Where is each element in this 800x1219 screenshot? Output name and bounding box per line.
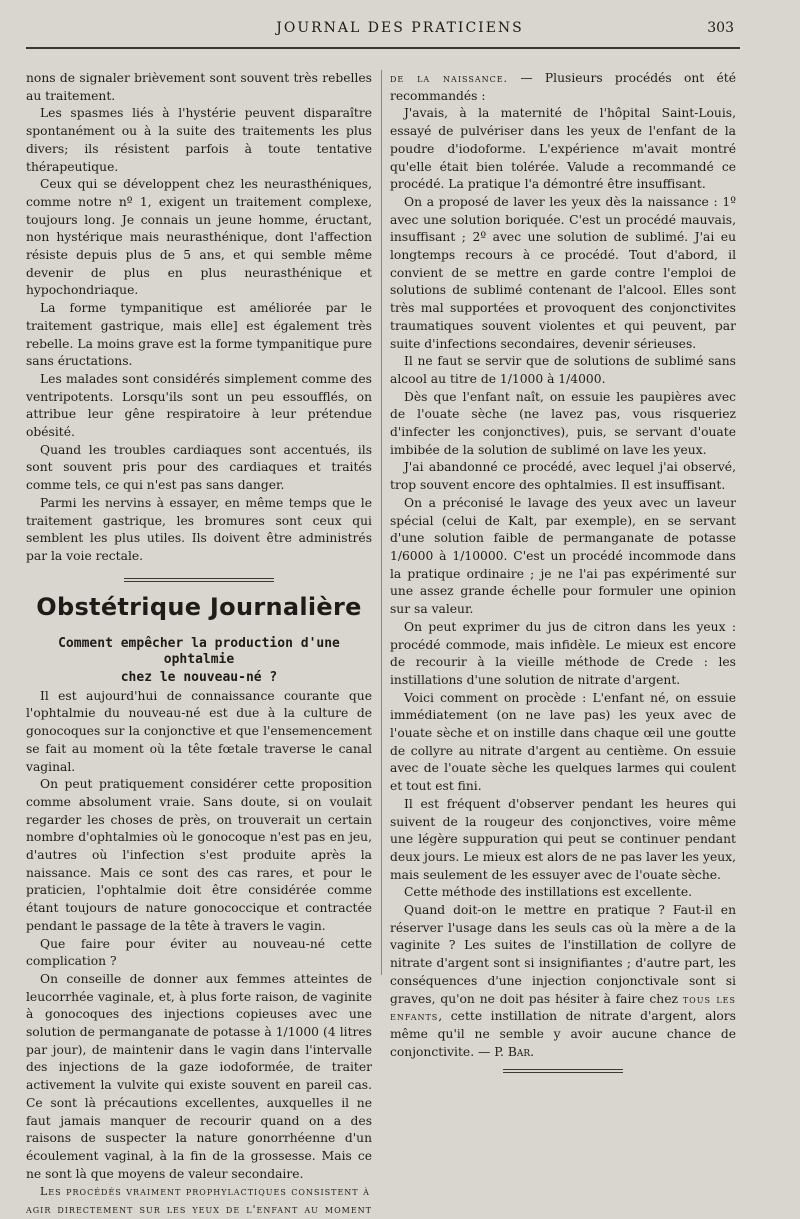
paragraph: Parmi les nervins à essayer, en même temps que le traitement gastrique, les bromures sont ceux qui semblent les plus utiles. Ils doivent être administrés par la voie rectale. (26, 495, 372, 563)
paragraph: Il est fréquent d'observer pendant les heures qui suivent de la rougeur des conjonctives, voire même une légère suppuration qui peut se continuer pendant deux jours. Le mieux est alors de ne pas laver les yeux, mais seulement de les essuyer avec de l'ouate sèche. (390, 796, 736, 882)
author-signature: P. Bar. (494, 1044, 535, 1059)
paragraph: nons de signaler brièvement sont souvent très rebelles au traitement. (26, 71, 372, 103)
article-end-rule (503, 1069, 623, 1073)
paragraph: On conseille de donner aux femmes atteintes de leucorrhée vaginale, et, à plus forte raison, de vaginite à gonocoques des injections copieuses avec une solution de permanganate de potasse à 1/1000 (4 litres par jour), de maintenir dans le vagin dans l'intervalle des injections de la gaze iodoformée, de traiter activement la vulvite qui existe souvent en pareil cas. Ce sont là précautions excellentes, auxquelles il ne faut jamais manquer de recourir quand on a des raisons de suspecter la nature gonorrhéenne d'un écoulement vaginal, à la fin de la grossesse. Mais ce ne sont là que moyens de valeur secondaire. (26, 971, 372, 1181)
paragraph: Les spasmes liés à l'hystérie peuvent disparaître spontanément ou à la suite des traitements les plus divers; ils résistent parfois à toute tentative thérapeutique. (26, 106, 372, 174)
section-title: Obstétrique Journalière (36, 592, 362, 621)
article-title-line-2: chez le nouveau-né ? (120, 669, 278, 685)
paragraph: Les malades sont considérés simplement comme des ventripotents. Lorsqu'ils sont un peu essoufflés, on attribue leur gêne respiratoire à leur prétendue obésité. (26, 371, 372, 440)
final-text-2: , cette instillation de nitrate d'argent, alors même qu'il ne semble y avoir aucune chance de conjonctivite. — (390, 1009, 736, 1059)
paragraph: J'avais, à la maternité de l'hôpital Saint-Louis, essayé de pulvériser dans les yeux de l'enfant de la poudre d'iodoforme. L'expérience m'avait montré qu'elle était bien tolérée. Valude a recommandé ce procédé. La pratique l'a démontré être insuffisant. (390, 106, 736, 192)
final-smallcaps: tous les enfants (390, 992, 737, 1024)
lead-smallcaps: de la naissance. (390, 72, 509, 85)
article-title-line-1: Comment empêcher la production d'une ophtalmie (58, 635, 340, 667)
paragraph: On peut exprimer du jus de citron dans les yeux : procédé commode, mais infidèle. Le mieux est encore de recourir à la vieille méthode de Crede : les instillations d'une solution de nitrate d'argent. (390, 619, 736, 687)
lead-paragraph (390, 70, 736, 105)
paragraph: Il ne faut se servir que de solutions de sublimé sans alcool au titre de 1/1000 à 1/4000. (390, 354, 736, 386)
paragraph: La forme tympanitique est améliorée par le traitement gastrique, mais elle] est également très rebelle. La moins grave est la forme tympanitique pure sans éructations. (26, 301, 372, 369)
paragraph: Cette méthode des instillations est excellente. (404, 885, 693, 900)
final-paragraph (390, 902, 736, 1061)
paragraph: On peut pratiquement considérer cette proposition comme absolument vraie. Sans doute, si on voulait regarder les choses de près, on trouverait un certain nombre d'ophtalmies où le gonocoque n'est pas en jeu, d'autres où l'infection s'est produite après la naissance. Mais ce sont des cas rares, et pour le praticien, l'ophtalmie doit être considérée comme étant toujours de nature gonococcique et contractée pendant le passage de la tête à travers le vagin. (26, 777, 372, 933)
paragraph: On a proposé de laver les yeux dès la naissance : 1º avec une solution boriquée. C'est un procédé mauvais, insuffisant ; 2º avec une solution de sublimé. J'ai eu longtemps recours à ce procédé. Tout d'abord, il convient de se mettre en garde contre l'emploi de solutions de sublimé contenant de l'alcool. Elles sont très mal supportées et provoquent des conjonctivites traumatiques souvent violentes et qui peuvent, par suite d'infections secondaires, devenir sérieuses. (390, 194, 736, 351)
final-text-1: Quand doit-on le mettre en pratique ? Faut-il en réserver l'usage dans les seuls cas où la mère a de la vaginite ? Les suites de l'instillation de collyre de nitrate d'argent sont si insignifiantes ; d'autre part, les conséquences d'une injection conjonctivale sont si graves, qu'on ne doit pas hésiter à faire chez (390, 903, 736, 1006)
header-rule (26, 47, 740, 49)
paragraph: Dès que l'enfant naît, on essuie les paupières avec de l'ouate sèche (ne lavez pas, vous risqueriez d'infecter les conjonctives), puis, se servant d'ouate imbibée de la solution de sublimé on lave les yeux. (390, 389, 736, 457)
paragraph: Ceux qui se développent chez les neurasthéniques, comme notre nº 1, exigent un traitement complexe, toujours long. Je connais un jeune homme, éructant, non hystérique mais neurasthénique, dont l'affection résiste depuis plus de 5 ans, et qui semble même devenir de plus en plus neurasthénique et hypochondriaque. (26, 177, 372, 298)
page-number: 303 (707, 20, 734, 36)
paragraph: Quand les troubles cardiaques sont accentués, ils sont souvent pris pour des cardiaques et traités comme tels, ce qui n'est pas sans danger. (26, 442, 372, 493)
right-column (390, 70, 736, 1073)
subheading-line-2: agir directement sur les yeux de l'enfant au moment (26, 1203, 372, 1217)
paragraph: Voici comment on procède : L'enfant né, on essuie immédiatement (on ne lave pas) les yeux avec de l'ouate sèche et on instille dans chaque œil une goutte de collyre au nitrate d'argent au centième. On essuie avec de l'ouate sèche les quelques larmes qui coulent et tout est fini. (390, 690, 736, 794)
paragraph: Il est aujourd'hui de connaissance courante que l'ophtalmie du nouveau-né est due à la culture de gonocoques sur la conjonctive et que l'ensemencement se fait au moment où la tête fœtale traverse le canal vaginal. (26, 688, 372, 774)
paragraph: On a préconisé le lavage des yeux avec un laveur spécial (celui de Kalt, par exemple), en se servant d'une solution faible de permanganate de potasse 1/6000 à 1/10000. C'est un procédé incommode dans la pratique ordinaire ; je ne l'ai pas expérimenté sur une assez grande échelle pour formuler une opinion sur sa valeur. (390, 495, 736, 617)
paragraph: J'ai abandonné ce procédé, avec lequel j'ai observé, trop souvent encore des ophtalmies. Il est insuffisant. (390, 460, 736, 493)
lead-text: — Plusieurs procédés ont été recommandés : (390, 71, 736, 103)
left-column (26, 70, 372, 1219)
column-divider (381, 70, 382, 975)
section-separator (124, 578, 274, 582)
paragraph: Que faire pour éviter au nouveau-né cette complication ? (26, 936, 372, 969)
subheading-line-1: Les procédés vraiment prophylactiques consistent à (40, 1185, 370, 1199)
running-title: JOURNAL DES PRATICIENS (276, 20, 524, 36)
